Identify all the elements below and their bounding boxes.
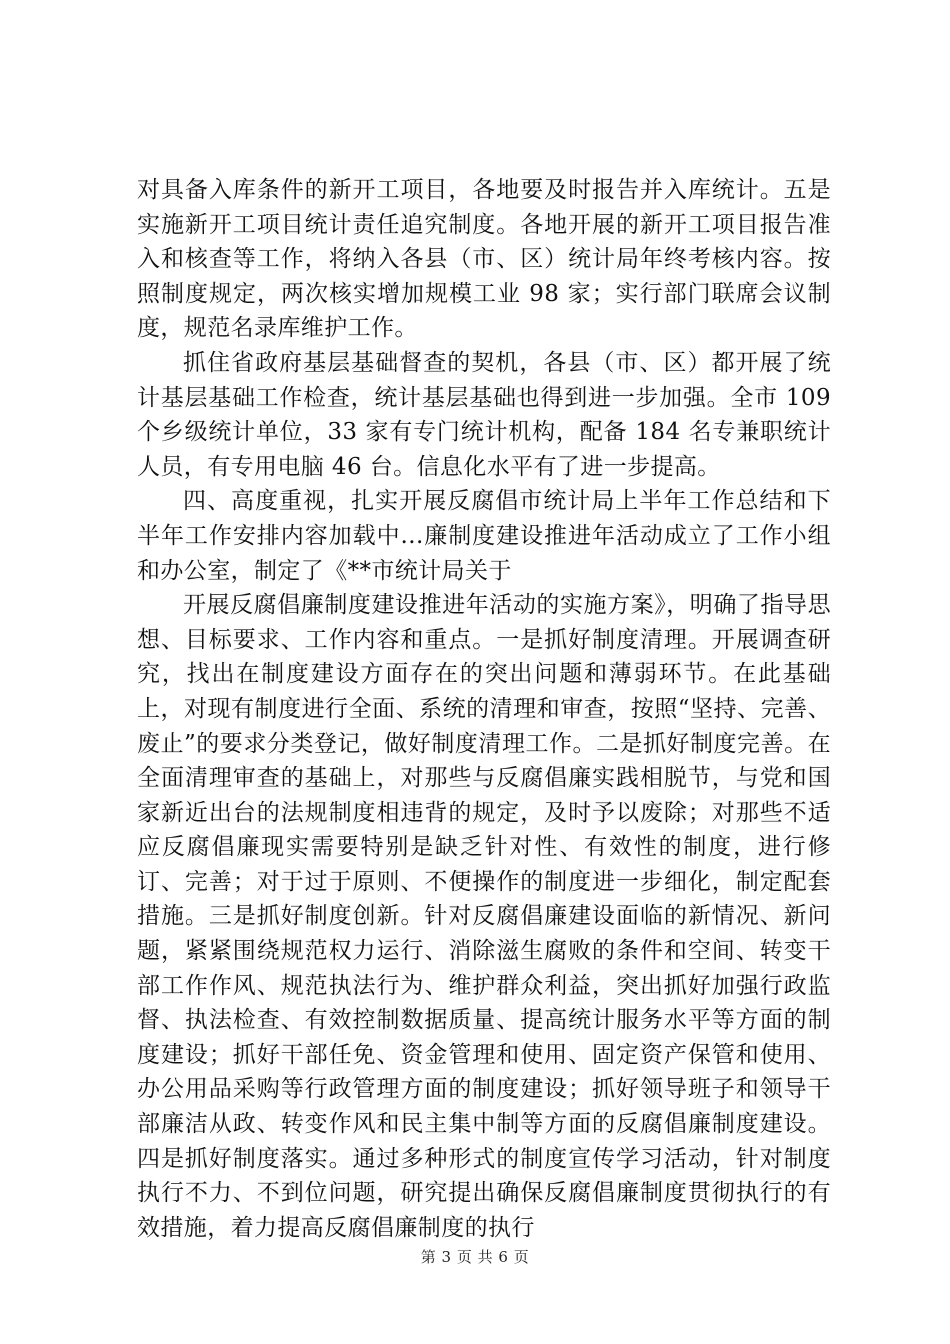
paragraph-2: 抓住省政府基层基础督查的契机，各县（市、区）都开展了统计基层基础工作检查，统计基层基础也得到进一步加强。全市 109 个乡级统计单位，33 家有专门统计机构，配备 184 名专兼职统计人员，有专用电脑 46 台。信息化水平有了进一步提高。 (137, 349, 839, 480)
page-number-footer: 第 3 页 共 6 页 (420, 1248, 530, 1266)
paragraph-1: 对具备入库条件的新开工项目，各地要及时报告并入库统计。五是实施新开工项目统计责任追究制度。各地开展的新开工项目报告准入和核查等工作，将纳入各县（市、区）统计局年终考核内容。按照制度规定，两次核实增加规模工业 98 家；实行部门联席会议制度，规范名录库维护工作。 (137, 177, 831, 342)
paragraph-4: 开展反腐倡廉制度建设推进年活动的实施方案》，明确了指导思想、目标要求、工作内容和重点。一是抓好制度清理。开展调查研究，找出在制度建设方面存在的突出问题和薄弱环节。在此基础上，对现有制度进行全面、系统的清理和审查，按照“坚持、完善、废止”的要求分类登记，做好制度清理工作。二是抓好制度完善。在全面清理审查的基础上，对那些与反腐倡廉实践相脱节，与党和国家新近出台的法规制度相违背的规定，及时予以废除；对那些不适应反腐倡廉现实需要特别是缺乏针对性、有效性的制度，进行修订、完善；对于过于原则、不便操作的制度进一步细化，制定配套措施。三是抓好制度创新。针对反腐倡廉建设面临的新情况、新问题，紧紧围绕规范权力运行、消除滋生腐败的条件和空间、转变干部工作作风、规范执法行为、维护群众利益，突出抓好加强行政监督、执法检查、有效控制数据质量、提高统计服务水平等方面的制度建设；抓好干部任免、资金管理和使用、固定资产保管和使用、办公用品采购等行政管理方面的制度建设；抓好领导班子和领导干部廉洁从政、转变作风和民主集中制等方面的反腐倡廉制度建设。四是抓好制度落实。通过多种形式的制度宣传学习活动，针对制度执行不力、不到位问题，研究提出确保反腐倡廉制度贯彻执行的有效措施，着力提高反腐倡廉制度的执行 (137, 592, 831, 1241)
paragraph-3: 四、高度重视，扎实开展反腐倡市统计局上半年工作总结和下半年工作安排内容加载中...廉制度建设推进年活动成立了工作小组和办公室，制定了《**市统计局关于 (137, 488, 831, 584)
document-body (137, 173, 839, 1245)
